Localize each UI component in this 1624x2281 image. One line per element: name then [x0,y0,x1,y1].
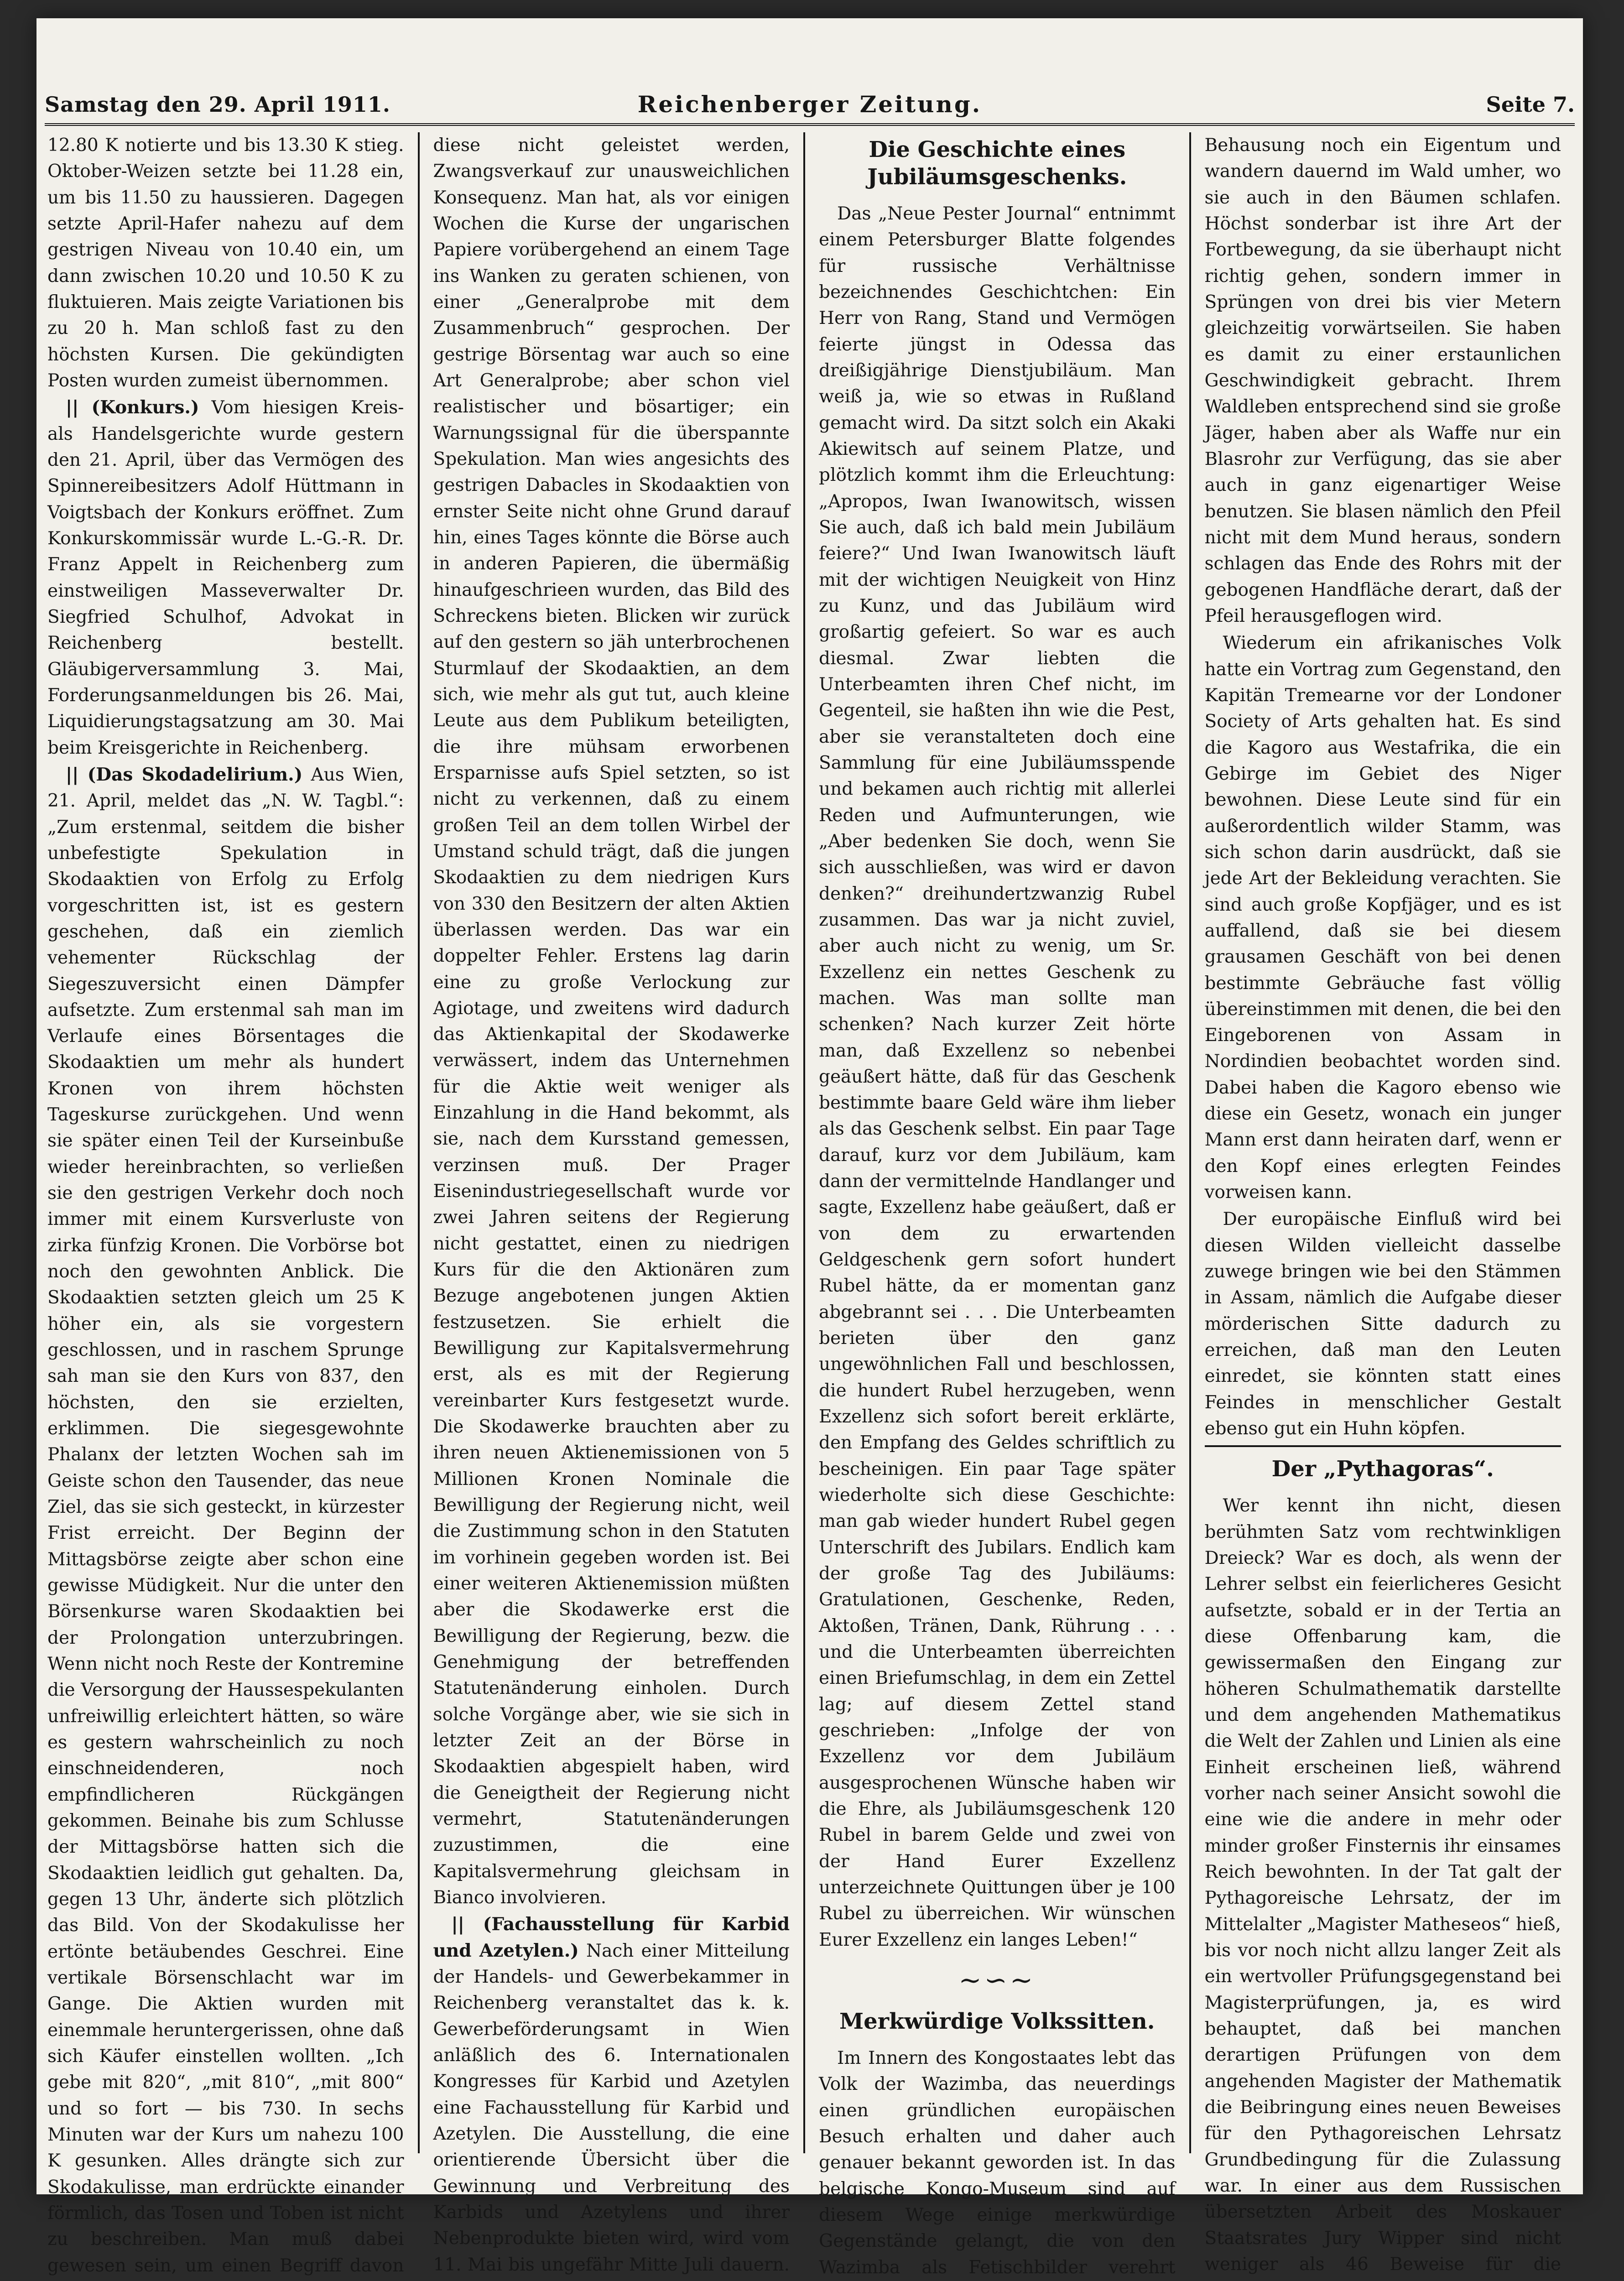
column-1 [45,132,418,2276]
column-2 [418,132,804,2275]
grain-market-report: 12.80 K notierte und bis 13.30 K stieg. Oktober-Weizen setzte bei 11.28 ein, um bis 11.50 zu haussieren. Dagegen setzte April-Hafer nahezu auf dem gestrigen Niveau von 10.40 ein, um dann zwischen 10.20 und 10.50 K zu fluktuieren. Mais zeigte Variationen bis zu 20 h. Man schloß fast zu den höchsten Kursen. Die gekündigten Posten wurden zumeist übernommen. [47,135,404,391]
european-influence-paragraph: Der europäische Einfluß wird bei diesen Wilden vielleicht dasselbe zuwege bringen wie bei den Stämmen in Assam, nämlich die Aufgabe dieser mörderischen Sitte dadurch zu erreichen, daß man den Leuten einredet, sie könnten statt eines Feindes in menschlicher Gestalt ebenso gut ein Huhn köpfen. [1204,1209,1561,1439]
newspaper-page [36,18,1583,2278]
konkurs-heading: || (Konkurs.) [66,397,199,418]
section-ornament: ~∽~ [958,1964,1036,1996]
newspaper-name: Reichenberger Zeitung. [637,91,982,118]
article-columns [45,132,1575,2278]
volkssitten-title: Merkwürdige Volkssitten. [839,2008,1155,2034]
skoda-text: Aus Wien, 21. April, meldet das „N. W. Tagbl.“: „Zum erstenmal, seitdem die bisher unbefestigte Spekulation in Skodaaktien von Erfolg zu Erfolg vorgeschritten ist, ist es gestern geschehen, daß ein ziemlich vehementer Rückschlag der Siegeszuversicht einen Dämpfer aufsetzte. Zum erstenmal sah man im Verlaufe eines Börsentages die Skodaaktien um mehr als hundert Kronen von ihrem höchsten Tageskurse zurückgehen. Und wenn sie später einen Teil der Kurseinbuße wieder hereinbrachten, so verließen sie den gestrigen Verkehr doch noch immer mit einem Kursverluste von zirka fünfzig Kronen. Die Vorbörse bot noch den gewohnten Anblick. Die Skodaaktien setzten gleich um 25 K höher ein, als sie vorgestern geschlossen, und in raschem Sprunge sah man sie den Kurs von 837, den höchsten, den sie erzielten, erklimmen. Die siegesgewohnte Phalanx der letzten Wochen sah im Geiste schon den Tausender, das neue Ziel, das sie sich gesteckt, in kürzester Frist erreicht. Der Beginn der Mittagsbörse zeigte aber schon eine gewisse Müdigkeit. Nur die unter den Börsenkurse waren Skodaaktien bei der Prolongation unterzubringen. Wenn nicht noch Reste der Kontremine die Versorgung der Haussespekulanten unfreiwillig erleichtert hätten, so wäre es gestern wahrscheinlich zu noch einschneidenderen, noch empfindlicheren Rückgängen gekommen. Beinahe bis zum Schlusse der Mittagsbörse hatten sich die Skodaaktien leidlich gut gehalten. Da, gegen 13 Uhr, änderte sich plötzlich das Bild. Von der Skodakulisse her ertönte betäubendes Geschrei. Eine vertikale Börsenschlacht war im Gange. Die Aktien wurden mit einemmale heruntergerissen, ohne daß sich Käufer einstellen wollten. „Ich gebe mit 820“, „mit 810“, „mit 800“ und so fort — bis 730. In sechs Minuten war der Kurs um nahezu 100 K gesunken. Alles drängte sich zur Skodakulisse, man erdrückte einander förmlich, das Tosen und Toben ist nicht zu beschreiben. Man muß dabei gewesen sein, um einen Begriff davon [47,764,404,2276]
kagoro-paragraph: Wiederum ein afrikanisches Volk hatte ein Vortrag zum Gegenstand, den Kapitän Tremearne vor der Londoner Society of Arts gehalten hat. Es sind die Kagoro aus Westafrika, die ein Gebirge im Gebiet des Niger bewohnen. Diese Leute sind für ein außerordentlich wilder Stamm, was sich schon darin ausdrückt, daß sie jede Art der Bekleidung verachten. Sie sind auch große Kopfjäger, und es ist auffallend, daß sie bei diesem grausamen Geschäft von bei denen bestimmte Gebräuche fast völlig übereinstimmen mit denen, die bei den Eingeborenen von Assam in Nordindien beobachtet worden sind. Dabei haben die Kagoro ebenso wie diese ein Gesetz, wonach ein junger Mann erst dann heiraten darf, wenn er den Kopf eines erlegten Feindes vorweisen kann. [1204,633,1561,1203]
skoda-continued: diese nicht geleistet werden, Zwangsverkauf zur unausweichlichen Konsequenz. Man hat, als vor einigen Wochen die Kurse der ungarischen Papiere vorübergehend an einem Tage ins Wanken zu geraten schienen, von einer „Generalprobe mit dem Zusammenbruch“ gesprochen. Der gestrige Börsentag war auch so eine Art Generalprobe; aber schon viel realistischer und bösartiger; ein Warnungssignal für die überspannte Spekulation. Man wies angesichts des gestrigen Dabacles in Skodaaktien von ernster Seite nicht ohne Grund darauf hin, eines Tages könnte die Börse auch in anderen Papieren, die übermäßig hinaufgeschrieen wurden, das Bild des Schreckens bieten. Blicken wir zurück auf den gestern so jäh unterbrochenen Sturmlauf der Skodaaktien, an dem sich, wie mehr als gut tut, auch kleine Leute aus dem Publikum beteiligten, die ihre mühsam erworbenen Ersparnisse aufs Spiel setzten, so ist nicht zu verkennen, daß zu einem großen Teil an dem tollen Wirbel der Umstand schuld trägt, daß die jungen Skodaaktien zu dem niedrigen Kurs von 330 den Besitzern der alten Aktien überlassen werden. Das war ein doppelter Fehler. Erstens lag darin eine zu große Verlockung zur Agiotage, und zweitens wird dadurch das Aktienkapital der Skodawerke verwässert, indem das Unternehmen für die Aktie weit weniger als Einzahlung in die Hand bekommt, als sie, nach dem Kursstand gemessen, verzinsen muß. Der Prager Eisenindustriegesellschaft wurde vor zwei Jahren seitens der Regierung nicht gestattet, einen zu niedrigen Kurs für die den Aktionären zum Bezuge angebotenen jungen Aktien festzusetzen. Sie erhielt die Bewilligung zur Kapitalsvermehrung erst, als es mit der Regierung vereinbarter Kurs festgesetzt wurde. Die Skodawerke brauchten aber zu ihren neuen Aktienemissionen von 5 Millionen Kronen Nominale die Bewilligung der Regierung nicht, weil die Zustimmung schon in den Statuten im vorhinein gegeben worden ist. Bei einer weiteren Aktienemission müßten aber die Skodawerke erst die Bewilligung der Regierung, bezw. die Genehmigung der betreffenden Statutenänderung einholen. Durch solche Vorgänge aber, wie sie sich in letzter Zeit an der Börse in Skodaaktien abgespielt haben, wird die Geneigtheit der Regierung nicht vermehrt, Statutenänderungen zuzustimmen, die eine Kapitalsvermehrung gleichsam in Bianco involvieren. [433,135,790,1908]
column-4 [1189,132,1575,2275]
punan-continued: Behausung noch ein Eigentum und wandern dauernd im Wald umher, wo sie auch in den Bäumen schlafen. Höchst sonderbar ist ihre Art der Fortbewegung, da sie überhaupt nicht richtig gehen, sondern immer in Sprüngen von drei bis vier Metern gleichzeitig vorwärtseilen. Sie haben es damit zu einer erstaunlichen Geschwindigkeit gebracht. Ihrem Waldleben entsprechend sind sie große Jäger, haben aber als Waffe nur ein Blasrohr zur Verfügung, das sie aber auch in ganz eigenartiger Weise benutzen. Sie blasen nämlich den Pfeil nicht mit dem Mund heraus, sondern schlagen das Ende des Rohrs mit der gebogenen Handfläche derart, daß der Pfeil herausgeflogen wird. [1204,135,1561,626]
column-3 [803,132,1189,2278]
issue-date: Samstag den 29. April 1911. [45,92,390,117]
karbid-notice [433,1911,790,2281]
jubilaeum-text: Das „Neue Pester Journal“ entnimmt einem Petersburger Blatte folgendes für russische Verhältnisse bezeichnendes Geschichtchen: Ein Herr von Rang, Stand und Vermögen feierte jüngst in Odessa das dreißigjährige Dienstjubiläum. Man weiß ja, wie so etwas in Rußland gemacht wird. Da sitzt solch ein Akaki Akiewitsch auf seinem Platze, und plötzlich kommt ihm die Erleuchtung: „Apropos, Iwan Iwanowitsch, wissen Sie auch, daß ich bald mein Jubiläum feiere?“ Und Iwan Iwanowitsch läuft mit der wichtigen Neuigkeit von Hinz zu Kunz, und das Jubiläum wird großartig gefeiert. So war es auch diesmal. Zwar liebten die Unterbeamten ihren Chef nicht, im Gegenteil, sie haßten ihn wie die Pest, aber sie veranstalteten doch eine Sammlung für eine Jubiläumsspende und bekamen auch richtig mit allerlei Reden und Aufmunterungen, wie „Aber bedenken Sie doch, wenn Sie sich ausschließen, was wird er davon denken?“ dreihundertzwanzig Rubel zusammen. Das war ja nicht zuviel, aber auch nicht zu wenig, um Sr. Exzellenz ein nettes Geschenk zu machen. Was man sollte man schenken? Nach kurzer Zeit hörte man, daß Exzellenz so nebenbei geäußert hätte, daß für das Geschenk bestimmte baare Geld wäre ihm lieber als das Geschenk selbst. Ein paar Tage darauf, kurz vor dem Jubiläum, kam dann der vermittelnde Handlanger und sagte, Exzellenz habe geäußert, daß er von dem zu erwartenden Geldgeschenk gern sofort hundert Rubel hätte, da er momentan ganz abgebrannt sei . . . Die Unterbeamten berieten über den ganz ungewöhnlichen Fall und beschlossen, die hundert Rubel herzugeben, wenn Exzellenz sich sofort bereit erklärte, den Empfang des Geldes schriftlich zu bescheinigen. Ein paar Tage später wiederholte sich diese Geschichte: man gab wieder hundert Rubel gegen Unterschrift des Jubilars. Endlich kam der große Tag des Jubiläums: Gratulationen, Geschenke, Reden, Aktoßen, Tränen, Dank, Rührung . . . und die Unterbeamten überreichten einen Briefumschlag, in dem ein Zettel lag; auf diesem Zettel stand geschrieben: „Infolge der von Exzellenz vor dem Jubiläum ausgesprochenen Wünsche haben wir die Ehre, als Jubiläumsgeschenk 120 Rubel in barem Gelde und zwei von der Hand Eurer Exzellenz unterzeichnete Quittungen über je 100 Rubel zu überreichen. Wir wünschen Eurer Exzellenz ein langes Leben!“ [819,203,1176,1950]
volkssitten-p1: Im Innern des Kongostaates lebt das Volk der Wazimba, das neuerdings einen gründlichen europäischen Besuch erhalten und daher auch genauer bekannt geworden ist. In das belgische Kongo-Museum sind auf diesem Wege einige merkwürdige Gegenstände gelangt, die von den Wazimba als Fetischbilder verehrt [819,2047,1176,2278]
karbid-text: Nach einer Mitteilung der Handels- und Gewerbekammer in Reichenberg veranstaltet das k. k. Gewerbeförderungsamt in Wien anläßlich des 6. Internationalen Kongresses für Karbid und Azetylen eine Fachausstellung für Karbid und Azetylen. Die Ausstellung, die eine orientierende Übersicht über die Gewinnung und Verbreitung des Karbids und Azetylens und ihrer Nebenprodukte bieten wird, wird vom 11. Mai bis ungefähr Mitte Juli dauern. [433,1940,790,2275]
karbid-heading: || (Fachausstellung für Karbid und Azetylen.) [433,1914,790,1961]
skoda-heading: || (Das Skodadelirium.) [66,764,303,785]
page-header [45,82,1575,126]
pythagoras-title: Der „Pythagoras“. [1205,1445,1562,1483]
page-number: Seite 7. [1486,92,1575,117]
konkurs-notice [47,395,404,761]
jubilaeum-title: Die Geschichte eines Jubiläumsgeschenks. [867,137,1127,190]
konkurs-text: Vom hiesigen Kreis- als Handelsgerichte wurde gestern den 21. April, über das Vermögen des Spinnereibesitzers Adolf Hüttmann in Voigtsbach der Konkurs eröffnet. Zum Konkurskommissär wurde L.-G.-R. Dr. Franz Appelt in Reichenberg zum einstweiligen Masseverwalter Dr. Siegfried Schulhof, Advokat in Reichenberg bestellt. Gläubigerversammlung 3. Mai, Forderungsanmeldungen bis 26. Mai, Liquidierungstagsatzung am 30. Mai beim Kreisgerichte in Reichenberg. [47,397,404,758]
skoda-article [47,762,404,2281]
pythagoras-text: Wer kennt ihn nicht, diesen berühmten Satz vom rechtwinkligen Dreieck? War es doch, als wenn der Lehrer selbst ein feierlicheres Gesicht aufsetzte, sobald er in der Tertia an diese Offenbarung kam, die gewissermaßen den Eingang zur höheren Schulmathematik darstellte und dem angehenden Mathematikus die Welt der Zahlen und Linien als eine Einheit erscheinen ließ, während vorher nach seiner Ansicht sowohl die eine wie die andere in mehr oder minder großer Finsternis ihr einsames Reich bewohnten. In der Tat galt der Pythagoreische Lehrsatz, der im Mittelalter „Magister Matheseos“ hieß, bis vor noch nicht allzu langer Zeit als ein wertvoller Prüfungsgegenstand bei Magisterprüfungen, ja, es wird behauptet, daß bei manchen derartigen Prüfungen von dem angehenden Magister der Mathematik die Beibringung eines neuen Beweises für den Pythagoreischen Lehrsatz Grundbedingung für die Zulassung war. In einer aus dem Russischen übersetzten Arbeit des Moskauer Staatsrates Jury Wipper sind nicht weniger als 46 Beweise für die [1204,1495,1561,2275]
